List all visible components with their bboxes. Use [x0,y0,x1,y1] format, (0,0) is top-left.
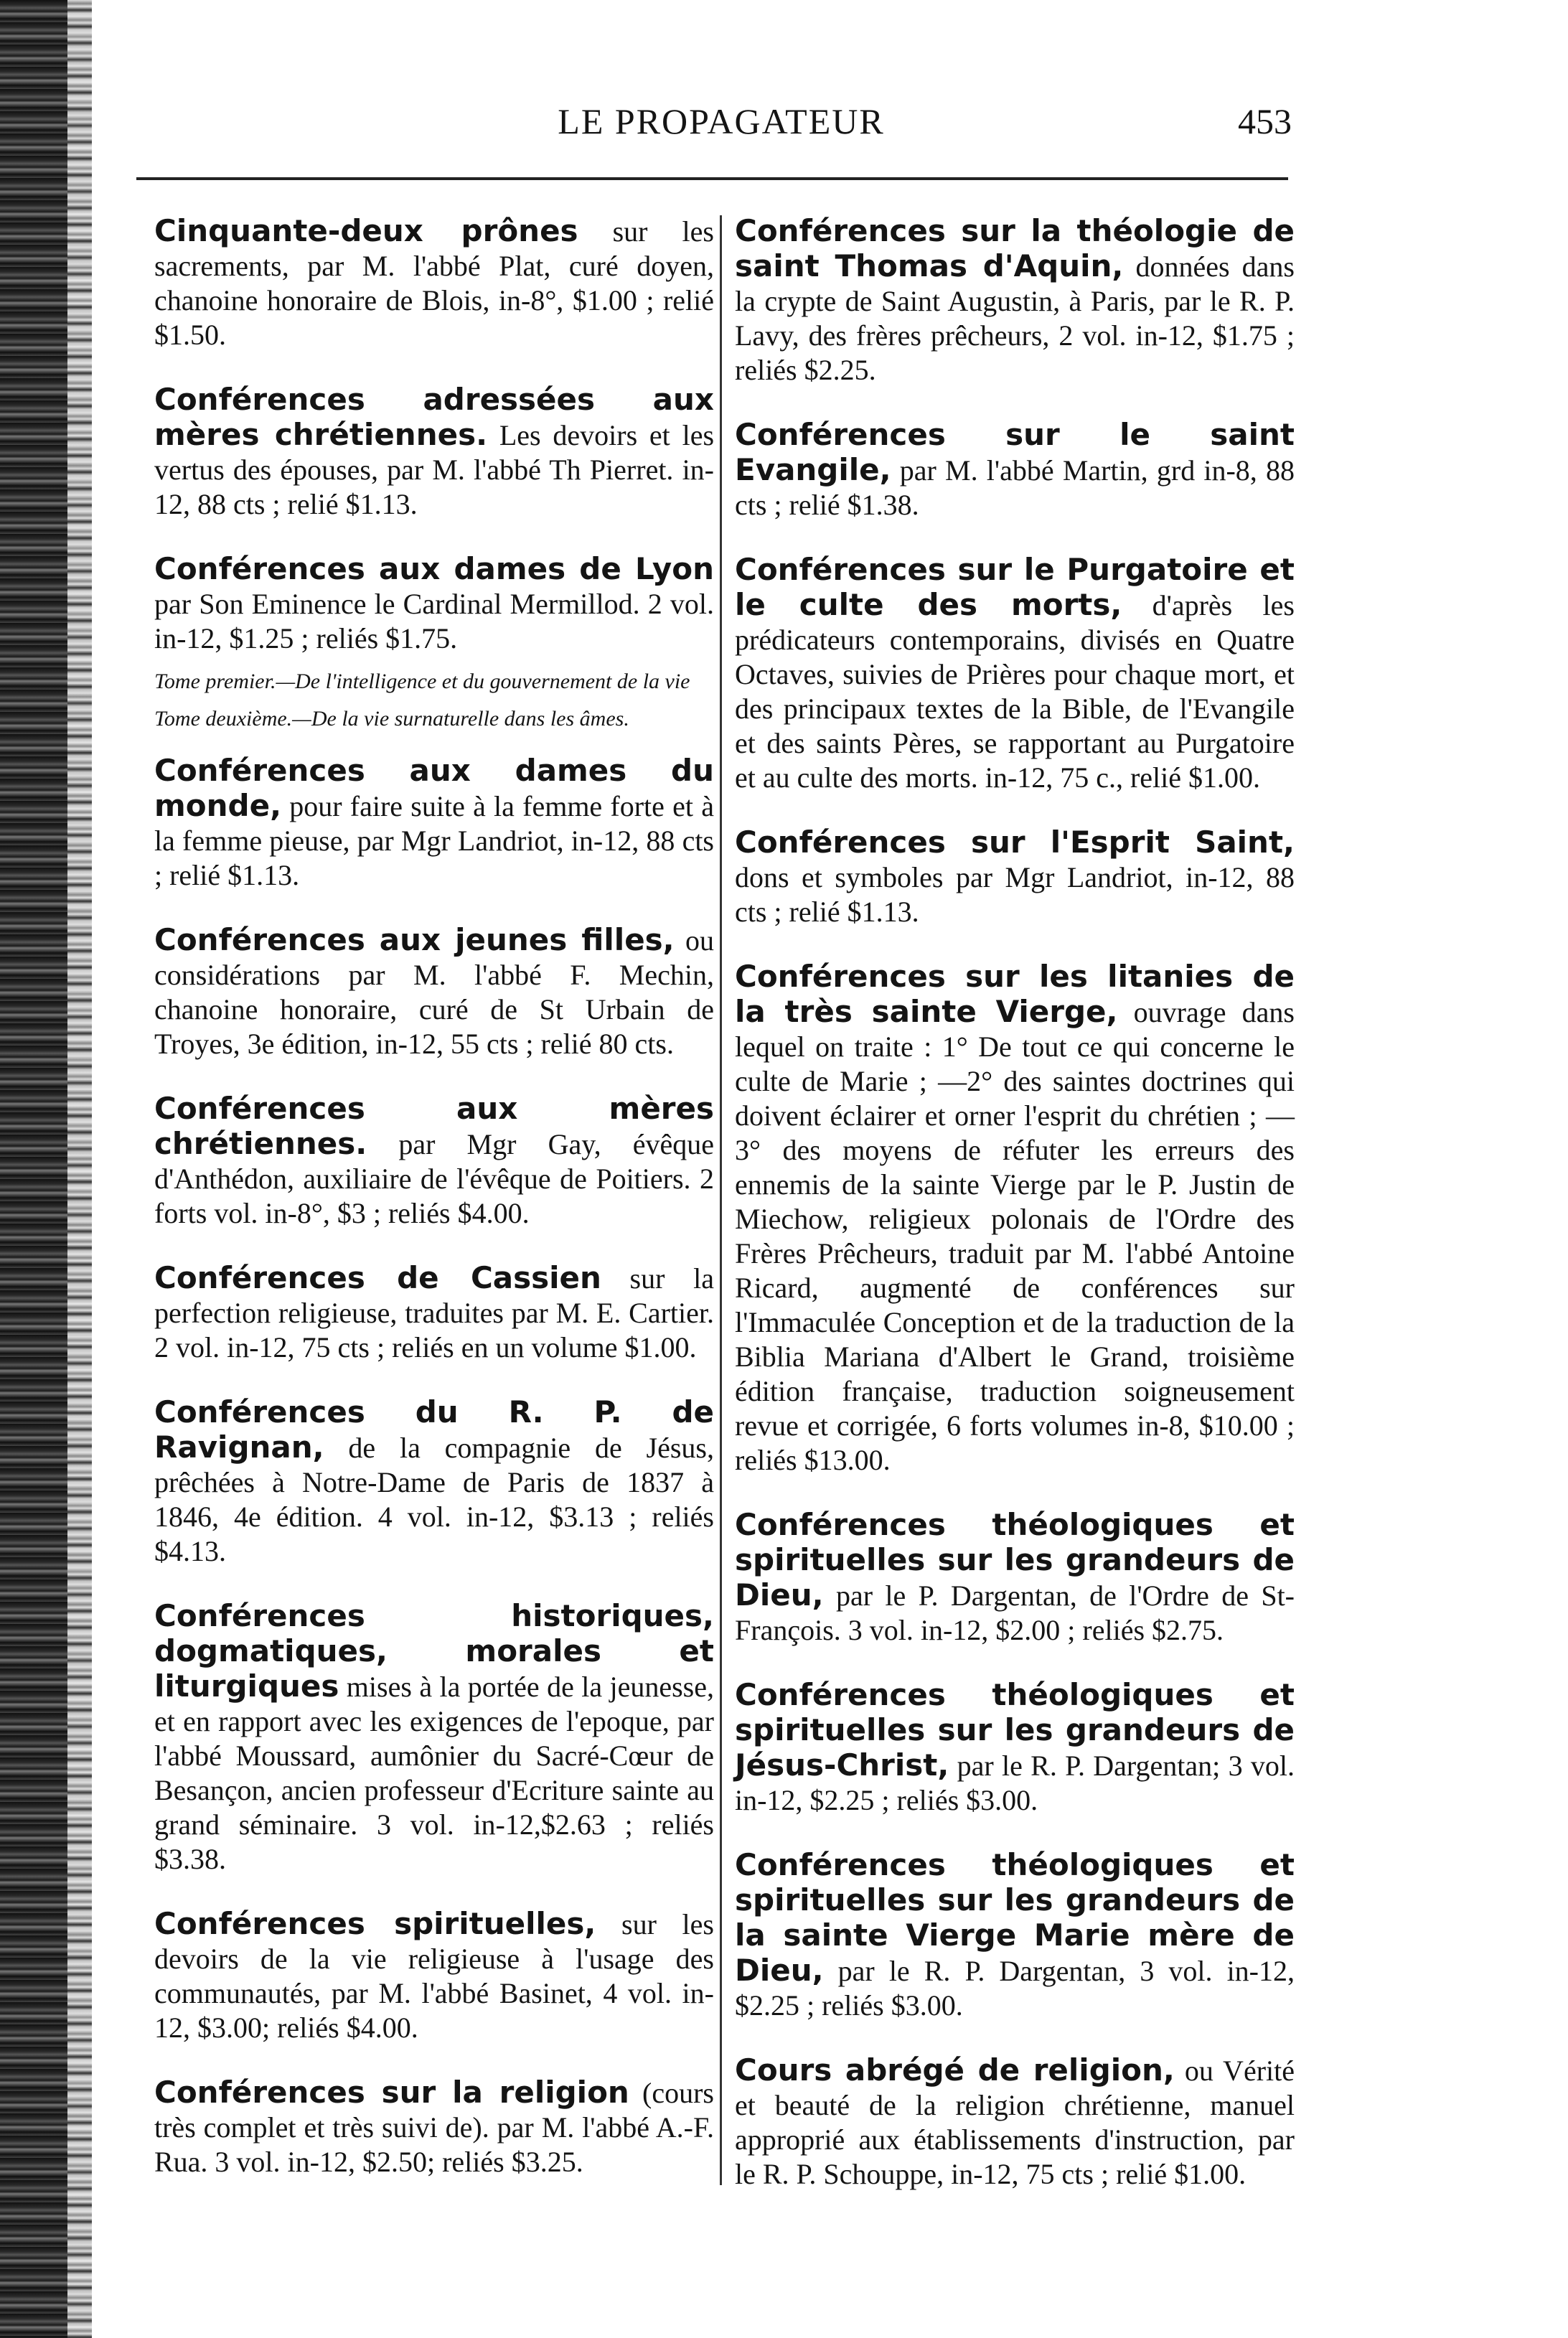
catalog-entry [154,1395,714,1569]
entry-title: Conférences sur le saint Evangile, [735,417,1295,487]
entry-title: Conférences aux jeunes filles, [154,922,675,957]
running-title: LE PROPAGATEUR [558,101,885,141]
entry-title: Conférences théologiques et spirituelles sur les grandeurs de la sainte Vierge Marie mère de Dieu, [735,1847,1295,1988]
entry-details: sur les sacrements, par M. l'abbé Plat, curé doyen, chanoine honoraire de Blois, in-8°, $1.00 ; relié $1.50. [154,215,714,351]
entry-details: pour faire suite à la femme forte et à la femme pieuse, par Mgr Landriot, in-12, 88 cts ; relié $1.13. [154,790,714,891]
entry-title: Conférences sur l'Esprit Saint, [735,825,1295,860]
catalog-entry [154,1261,714,1365]
catalog-entry [154,1599,714,1877]
catalog-entry [154,2075,714,2179]
entry-title: Conférences aux dames du monde, [154,753,714,823]
entry-details: dons et symboles par Mgr Landriot, in-12, 88 cts ; relié $1.13. [735,861,1295,928]
entry-title: Conférences théologiques et spirituelles sur les grandeurs de Jésus-Christ, [735,1677,1295,1783]
entry-details: de la compagnie de Jésus, prêchées à Notre-Dame de Paris de 1837 à 1846, 4e édition. 4 vol. in-12, $3.13 ; reliés $4.13. [154,1432,714,1567]
entry-title: Conférences adressées aux mères chrétiennes. [154,382,714,452]
tome-note: Tome premier.—De l'intelligence et du gouvernement de la vie [154,670,690,693]
entry-title: Conférences historiques, dogmatiques, morales et liturgiques [154,1598,714,1704]
entry-details: (cours très complet et très suivi de). par M. l'abbé A.-F. Rua. 3 vol. in-12, $2.50; reliés $3.25. [154,2077,714,2178]
entry-details: par Son Eminence le Cardinal Mermillod. 2 vol. in-12, $1.25 ; reliés $1.75. [154,588,714,654]
entry-details: par Mgr Gay, évêque d'Anthédon, auxiliaire de l'évêque de Poitiers. 2 forts vol. in-8°, $3 ; reliés $4.00. [154,1128,714,1229]
left-column [154,214,714,2210]
catalog-entry [735,418,1295,522]
page-number: 453 [1238,101,1292,141]
page-header [151,92,1292,156]
catalog-entry [154,1907,714,2045]
catalog-entry [154,753,714,893]
catalog-entry [735,2053,1295,2192]
catalog-entry [154,552,714,656]
catalog-entry [735,1678,1295,1818]
entry-title: Conférences sur la théologie de saint Thomas d'Aquin, [735,213,1295,283]
entry-details: d'après les prédicateurs contemporains, divisés en Quatre Octaves, suivies de Prières pour chaque mort, et des principaux textes de la Bible, de l'Evangile et des saints Pères, se rapportant au Purgatoire et au culte des morts. in-12, 75 c., relié $1.00. [735,589,1295,794]
catalog-entry [735,1848,1295,2023]
right-column [735,214,1295,2222]
entry-title: Cinquante-deux prônes [154,213,578,248]
entry-details: sur les devoirs de la vie religieuse à l'usage des communautés, par M. l'abbé Basinet, 4 vol. in-12, $3.00; reliés $4.00. [154,1908,714,2044]
catalog-entry [154,214,714,352]
column-divider [720,215,722,2185]
catalog-entry [735,825,1295,929]
catalog-entry [154,1091,714,1231]
entry-title: Conférences sur la religion [154,2075,629,2110]
entry-title: Conférences de Cassien [154,1260,601,1295]
catalog-entry [735,214,1295,388]
entry-title: Conférences aux mères chrétiennes. [154,1091,714,1161]
entry-title: Conférences du R. P. de Ravignan, [154,1394,714,1465]
header-rule [136,177,1288,180]
entry-details: par le R. P. Dargentan, 3 vol. in-12, $2.25 ; reliés $3.00. [735,1955,1295,2022]
entry-title: Conférences théologiques et spirituelles sur les grandeurs de Dieu, [735,1507,1295,1612]
entry-details: Les devoirs et les vertus des épouses, par M. l'abbé Th Pierret. in-12, 88 cts ; relié $1.13. [154,419,715,520]
book-spine-edge [0,0,92,2338]
entry-details: ou considérations par M. l'abbé F. Mechin, chanoine honoraire, curé de St Urbain de Troyes, 3e édition, in-12, 55 cts ; relié 80 cts. [154,924,715,1060]
catalog-entry [735,959,1295,1478]
catalog-entry [735,1508,1295,1648]
entry-title: Conférences sur le Purgatoire et le culte des morts, [735,552,1295,622]
entry-title: Cours abrégé de religion, [735,2052,1175,2088]
tome-note: Tome deuxième.—De la vie surnaturelle dans les âmes. [154,707,629,731]
catalog-entry [154,382,714,522]
entry-details: sur la perfection religieuse, traduites par M. E. Cartier. 2 vol. in-12, 75 cts ; reliés en un volume $1.00. [154,1262,714,1363]
entry-title: Conférences aux dames de Lyon [154,551,714,586]
entry-details: ouvrage dans lequel on traite : 1° De tout ce qui concerne le culte de Marie ; —2° des saintes doctrines qui doivent éclairer et orner l'esprit du chrétien ; —3° des moyens de réfuter les erreurs des ennemis de la sainte Vierge par le P. Justin de Miechow, religieux polonais de l'Ordre des Frères Prêcheurs, traduit par M. l'abbé Antoine Ricard, augmenté de conférences sur l'Immaculée Conception et de la traduction de la Biblia Mariana d'Albert le Grand, troisième édition française, traduction soigneusement revue et corrigée, 6 forts volumes in-8, $10.00 ; reliés $13.00. [735,996,1295,1476]
entry-details: par le R. P. Dargentan; 3 vol. in-12, $2.25 ; reliés $3.00. [735,1750,1295,1816]
entry-details: ou Vérité et beauté de la religion chrétienne, manuel approprié aux établissements d'instruction, par le R. P. Schouppe, in-12, 75 cts ; relié $1.00. [735,2055,1295,2190]
entry-title: Conférences sur les litanies de la très sainte Vierge, [735,959,1295,1029]
entry-details: par M. l'abbé Martin, grd in-8, 88 cts ; relié $1.38. [735,454,1295,521]
entry-details: données dans la crypte de Saint Augustin, à Paris, par le R. P. Lavy, des frères prêcheurs, 2 vol. in-12, $1.75 ; reliés $2.25. [735,250,1295,386]
entry-details: par le P. Dargentan, de l'Ordre de St-François. 3 vol. in-12, $2.00 ; reliés $2.75. [735,1579,1295,1646]
entry-title: Conférences spirituelles, [154,1906,596,1941]
catalog-entry [154,923,714,1061]
catalog-entry [735,553,1295,795]
entry-details: mises à la portée de la jeunesse, et en rapport avec les exigences de l'epoque, par l'abbé Moussard, aumônier du Sacré-Cœur de Besançon, ancien professeur d'Ecriture sainte au grand séminaire. 3 vol. in-12,$2.63 ; reliés $3.38. [154,1671,714,1875]
